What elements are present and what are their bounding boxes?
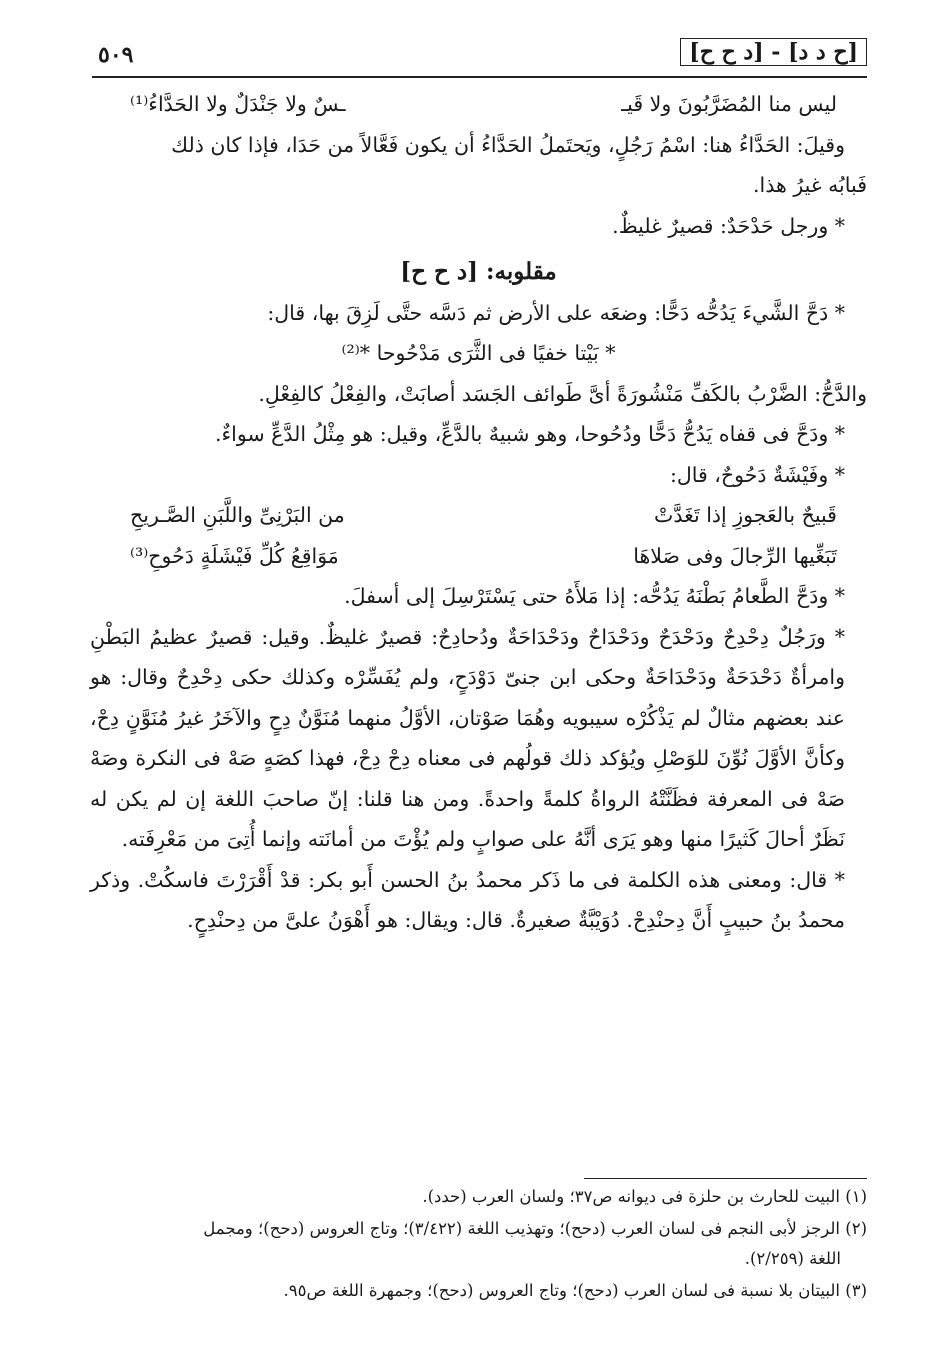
footnotes (90, 1182, 867, 1308)
verse-2-first-hemistich: قَبيحٌ بالعَجوزِ إذا تَغَدَّتْ (654, 503, 837, 527)
paragraph-qafah: * ودَحَّ فى قفاه يَدُحُّ دَحًّا ودُحُوحا، وهو شبيهٌ بالدَّعِّ، وقيل: هو مِثْلُ الدَّعِّ سواءٌ. (215, 422, 845, 446)
root-label: [ح د د] - [د ح ح] (680, 38, 867, 66)
section-title: مقلوبه: [د ح ح] (400, 258, 557, 285)
paragraph-meaning: * قال: ومعنى هذه الكلمة فى ما ذَكر محمدُ بنُ الحسن أَبو بكر: قدْ أَقْرَرْتَ فاسكُتْ. وذكر محمدُ بنُ حبيبٍ أَنَّ دِحنْدِحْ. دُوَيْبَّةٌ صغيرةٌ. قال: ويقال: هو أَهْوَنُ علىَّ من دِحنْدِحٍ. (90, 867, 845, 932)
paragraph-daḥḥ-definition: والدَّحُّ: الضَّرْبُ بالكَفِّ مَنْشُورَةً أىَّ طَوائف الجَسَد أصابَتْ، والفِعْلُ كالفِعْلِ. (258, 381, 867, 406)
footnote-divider (584, 1178, 867, 1179)
footnote-2 (90, 1214, 867, 1274)
paragraph-hadhad: * ورجل حَدْحَدٌ: قصيرٌ غليظٌ. (612, 213, 845, 238)
verse-3-first-hemistich: تَبَغِّيها الرِّجالَ وفى صَلاهَا (633, 543, 837, 568)
footnote-2-line2: اللغة (٢/٢٥٩). (744, 1249, 841, 1268)
paragraph-dahha: * دَحَّ الشَّيءَ يَدُحُّه دَحًّا: وضعَه على الأرض ثم دَسَّه حتَّى لَزِقَ بها، قال: (267, 300, 845, 325)
verse-1-first-hemistich: ليس منا المُضَرَّبُونَ ولا قَيـ (621, 92, 837, 116)
verse-1-second-hemistich: ـسٌ ولا جَنْدَلٌ ولا الحَدَّاءُ⁽¹⁾ (130, 92, 346, 116)
verse-3 (90, 536, 867, 577)
paragraph-hadda-line2: فَبابُه غيرُ هذا. (753, 173, 867, 197)
paragraph-taam: * ودَحَّ الطَّعامُ بَطْنَهُ يَدُحُّه: إذا مَلأَهُ حتى يَسْتَرْسِلَ إلى أسفلَ. (344, 584, 845, 608)
entry-body (90, 84, 867, 941)
footnote-2-line1: (٢) الرجز لأبى النجم فى لسان العرب (دحح)؛ وتهذيب اللغة (٣/٤٢٢)؛ وتاج العروس (دحح)؛ ومجمل (203, 1219, 867, 1238)
paragraph-dihdih: * ورَجُلٌ دِحْدِحٌ ودَحْدَحٌ ودَحْدَاحٌ ودَحْدَاحَةٌ ودُحادِحٌ: قصيرٌ غليظٌ. وقيل: قصيرٌ عظيمُ البَطْنِ وامرأةٌ دَحْدَحَةٌ ودَحْدَاحَةٌ وحكى ابن جنىّ دَوْدَحٍ، ولم يُفَسِّرْه وكذلك حكى دِحْدِحٌ وقال: هو عند بعضهم مثالٌ لم يَذْكُرْه سيبويه وهُمَا صَوْتان، الأوَّلُ منهما مُنَوَّنٌ دِحٍ والآخَرُ غيرُ مُنَوَّنٍ دِحْ، وكأنَّ الأوَّلَ نُوِّنَ للوَصْلِ ويُؤكد ذلك قولُهم فى معناه دِحْ دِحْ، فهذا كصَهٍ صَهْ فى النكرة وصَهْ صَهْ فى المعرفة فظَنَّتْهُ الرواةُ كلمةً واحدةً. ومن هنا قلنا: إنّ صاحبَ اللغة إن لم يكن له نَظَرٌ أحالَ كَثيرًا منها وهو يَرَى أنَّهُ على صوابٍ ولم يُؤْتَ من أمانَته وإنما أُتِىَ من مَعْرِفَته. (90, 624, 846, 851)
verse-1 (90, 84, 867, 125)
paragraph-hadda-line1: وقيلَ: الحَدَّاءُ هنا: اسْمُ رَجُلٍ، ويَحتَملُ الحَدَّاءُ أن يكون فَعَّالاً من حَدَا، فإذا كان ذلك (171, 132, 845, 157)
page-number: ٥٠٩ (98, 42, 134, 68)
verse-3-second-hemistich: مَوَاقِعُ كُلِّ فَيْشَلَةٍ دَحُوحِ⁽³⁾ (130, 543, 339, 568)
page-header (92, 36, 867, 78)
verse-2 (90, 495, 867, 536)
footnote-1: (١) البيت للحارث بن حلزة فى ديوانه ص٣٧؛ ولسان العرب (حدد). (422, 1187, 867, 1206)
rajaz-verse: * بَيْتا خفيًا فى الثَّرَى مَدْحُوحا *⁽²⁾ (341, 341, 616, 365)
footnote-3: (٣) البيتان بلا نسبة فى لسان العرب (دحح)؛ وتاج العروس (دحح)؛ وجمهرة اللغة ص٩٥. (283, 1281, 867, 1300)
paragraph-fayshah: * وفَيْشَةٌ دَحُوحٌ، قال: (669, 462, 845, 487)
verse-2-second-hemistich: من البَرْنِىِّ واللَّبَنِ الصَّـريحِ (130, 503, 345, 527)
